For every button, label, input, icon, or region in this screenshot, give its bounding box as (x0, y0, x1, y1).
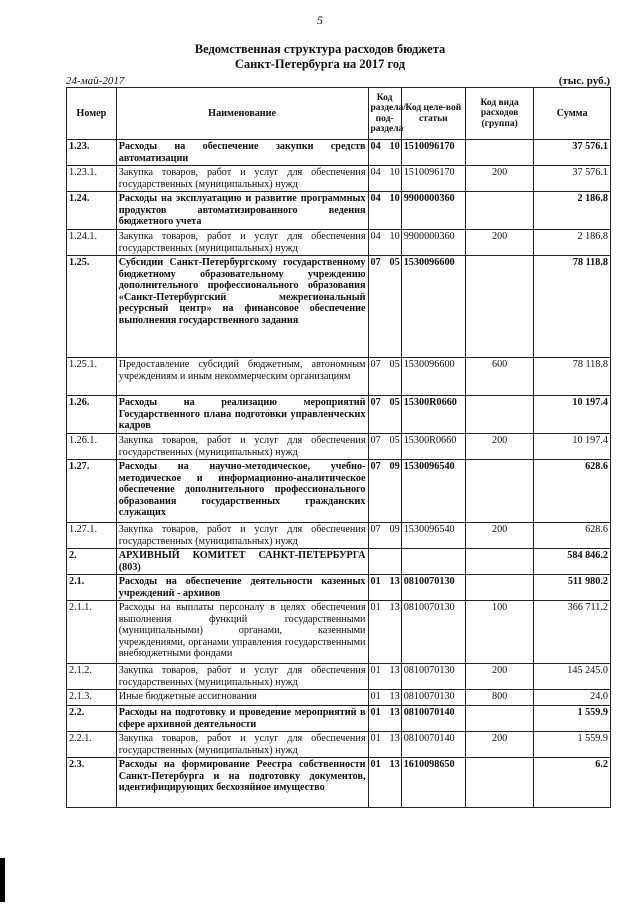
cell-sum: 628.6 (534, 523, 611, 549)
units-label: (тыс. руб.) (558, 75, 610, 87)
cell-name: АРХИВНЫЙ КОМИТЕТ САНКТ-ПЕТЕРБУРГА (803) (116, 549, 368, 575)
cell-name: Расходы на обеспечение закупки средств автоматизации (116, 140, 368, 166)
cell-podrazdel: 05 (385, 256, 402, 358)
cell-name: Субсидии Санкт-Петербургскому государственному бюджетному образовательному учреждению дополнительного профессионального образования «Санкт-Петербургский межрегиональный ресурсный центр» на финансовое обеспечение выполнения государственного задания (116, 256, 368, 358)
title-line-1: Ведомственная структура расходов бюджета (194, 42, 446, 56)
cell-podrazdel: 10 (385, 192, 402, 230)
cell-name: Расходы на реализацию мероприятий Государственного плана подготовки управленческих кадров (116, 396, 368, 434)
cell-podrazdel: 10 (385, 140, 402, 166)
cell-sum: 145 245.0 (534, 664, 611, 690)
table-row (67, 358, 611, 396)
cell-target-article: 0810070130 (401, 601, 465, 664)
cell-expense-type: 200 (465, 166, 533, 192)
cell-razdel: 01 (368, 601, 385, 664)
cell-expense-type (465, 460, 533, 523)
table-row (67, 460, 611, 523)
cell-razdel: 01 (368, 706, 385, 732)
cell-razdel: 01 (368, 732, 385, 758)
cell-sum: 37 576.1 (534, 166, 611, 192)
cell-number: 1.25. (67, 256, 117, 358)
cell-target-article: 1610098650 (401, 758, 465, 808)
cell-number: 1.23.1. (67, 166, 117, 192)
cell-name: Иные бюджетные ассигнования (116, 690, 368, 706)
cell-podrazdel: 09 (385, 523, 402, 549)
budget-table (66, 87, 611, 808)
cell-expense-type (465, 396, 533, 434)
cell-target-article: 1530096600 (401, 358, 465, 396)
cell-target-article: 1530096540 (401, 460, 465, 523)
page-number: 5 (317, 13, 323, 27)
cell-sum: 2 186.8 (534, 230, 611, 256)
header-target-article: Код целе-вой статьи (401, 88, 465, 140)
cell-sum: 1 559.9 (534, 706, 611, 732)
cell-target-article: 9900000360 (401, 192, 465, 230)
cell-expense-type: 800 (465, 690, 533, 706)
cell-number: 2.1.1. (67, 601, 117, 664)
cell-target-article: 1510096170 (401, 140, 465, 166)
cell-podrazdel: 10 (385, 166, 402, 192)
cell-sum: 366 711.2 (534, 601, 611, 664)
cell-name: Закупка товаров, работ и услуг для обеспечения государственных (муниципальных) нужд (116, 664, 368, 690)
cell-razdel: 07 (368, 523, 385, 549)
cell-name: Расходы на подготовку и проведение мероприятий в сфере архивной деятельности (116, 706, 368, 732)
scan-edge-mark (0, 858, 5, 902)
cell-podrazdel: 13 (385, 732, 402, 758)
header-sum: Сумма (534, 88, 611, 140)
table-row (67, 256, 611, 358)
table-row (67, 434, 611, 460)
cell-sum: 24.0 (534, 690, 611, 706)
cell-name: Расходы на обеспечение деятельности казенных учреждений - архивов (116, 575, 368, 601)
header-razdel: Код раздела/ под-раздела (368, 88, 401, 140)
cell-name: Предоставление субсидий бюджетным, автономным учреждениям и иным некоммерческим организациям (116, 358, 368, 396)
header-expense-type: Код вида расходов (группа) (465, 88, 533, 140)
cell-name: Расходы на научно-методическое, учебно-методическое и информационно-аналитическое обеспечение дополнительного профессионального образования государственных гражданских служащих (116, 460, 368, 523)
cell-razdel: 07 (368, 460, 385, 523)
cell-number: 1.26. (67, 396, 117, 434)
cell-expense-type: 600 (465, 358, 533, 396)
cell-number: 2.2.1. (67, 732, 117, 758)
cell-sum: 584 846.2 (534, 549, 611, 575)
cell-podrazdel: 13 (385, 706, 402, 732)
cell-name: Закупка товаров, работ и услуг для обеспечения государственных (муниципальных) нужд (116, 230, 368, 256)
cell-target-article: 15300R0660 (401, 434, 465, 460)
cell-expense-type: 200 (465, 732, 533, 758)
cell-number: 1.27.1. (67, 523, 117, 549)
cell-sum: 628.6 (534, 460, 611, 523)
table-row (67, 664, 611, 690)
table-row (67, 523, 611, 549)
document-title (0, 42, 640, 72)
cell-number: 1.24.1. (67, 230, 117, 256)
table-row (67, 549, 611, 575)
cell-target-article: 0810070140 (401, 706, 465, 732)
cell-razdel: 07 (368, 358, 385, 396)
cell-razdel: 04 (368, 230, 385, 256)
cell-podrazdel: 05 (385, 358, 402, 396)
table-row (67, 396, 611, 434)
cell-number: 2. (67, 549, 117, 575)
cell-target-article: 1530096540 (401, 523, 465, 549)
table-row (67, 690, 611, 706)
cell-razdel: 04 (368, 192, 385, 230)
header-name: Наименование (116, 88, 368, 140)
cell-target-article (401, 549, 465, 575)
cell-number: 1.27. (67, 460, 117, 523)
cell-target-article: 0810070130 (401, 664, 465, 690)
cell-name: Расходы на формирование Реестра собственности Санкт-Петербурга и на подготовку документов, идентифицирующих бесхозяйное имущество (116, 758, 368, 808)
cell-number: 2.1.3. (67, 690, 117, 706)
cell-target-article: 0810070140 (401, 732, 465, 758)
cell-razdel: 04 (368, 166, 385, 192)
cell-expense-type: 200 (465, 664, 533, 690)
cell-number: 1.23. (67, 140, 117, 166)
cell-razdel: 07 (368, 396, 385, 434)
cell-sum: 2 186.8 (534, 192, 611, 230)
cell-expense-type (465, 140, 533, 166)
cell-expense-type (465, 706, 533, 732)
cell-expense-type: 200 (465, 230, 533, 256)
cell-sum: 78 118.8 (534, 256, 611, 358)
cell-podrazdel: 13 (385, 601, 402, 664)
cell-number: 2.1.2. (67, 664, 117, 690)
cell-number: 2.2. (67, 706, 117, 732)
cell-expense-type (465, 256, 533, 358)
cell-podrazdel: 05 (385, 396, 402, 434)
document-date: 24-май-2017 (66, 75, 125, 87)
cell-sum: 10 197.4 (534, 396, 611, 434)
cell-razdel (368, 549, 385, 575)
cell-target-article: 0810070130 (401, 690, 465, 706)
cell-razdel: 01 (368, 758, 385, 808)
cell-sum: 511 980.2 (534, 575, 611, 601)
cell-sum: 78 118.8 (534, 358, 611, 396)
table-row (67, 140, 611, 166)
cell-podrazdel: 13 (385, 758, 402, 808)
table-row (67, 575, 611, 601)
cell-number: 1.26.1. (67, 434, 117, 460)
cell-target-article: 1530096600 (401, 256, 465, 358)
cell-podrazdel: 13 (385, 575, 402, 601)
table-row (67, 706, 611, 732)
cell-razdel: 01 (368, 690, 385, 706)
cell-expense-type (465, 192, 533, 230)
table-header-row (67, 88, 611, 140)
cell-name: Закупка товаров, работ и услуг для обеспечения государственных (муниципальных) нужд (116, 523, 368, 549)
cell-podrazdel: 10 (385, 230, 402, 256)
cell-podrazdel (385, 549, 402, 575)
table-body (67, 140, 611, 808)
cell-razdel: 07 (368, 434, 385, 460)
cell-expense-type: 200 (465, 434, 533, 460)
cell-name: Расходы на выплаты персоналу в целях обеспечения выполнения функций государственными (муниципальными) органами, казенными учреждениями, органами управления государственными внебюджетными фондами (116, 601, 368, 664)
cell-number: 1.25.1. (67, 358, 117, 396)
cell-expense-type (465, 549, 533, 575)
cell-expense-type: 100 (465, 601, 533, 664)
title-line-2: Санкт-Петербурга на 2017 год (234, 57, 406, 71)
cell-razdel: 01 (368, 575, 385, 601)
cell-podrazdel: 13 (385, 690, 402, 706)
cell-name: Расходы на эксплуатацию и развитие программных продуктов автоматизированного ведения бюджетного учета (116, 192, 368, 230)
cell-number: 2.1. (67, 575, 117, 601)
cell-name: Закупка товаров, работ и услуг для обеспечения государственных (муниципальных) нужд (116, 166, 368, 192)
table-row (67, 601, 611, 664)
cell-name: Закупка товаров, работ и услуг для обеспечения государственных (муниципальных) нужд (116, 732, 368, 758)
cell-expense-type (465, 575, 533, 601)
cell-number: 1.24. (67, 192, 117, 230)
cell-podrazdel: 13 (385, 664, 402, 690)
cell-razdel: 07 (368, 256, 385, 358)
cell-sum: 6.2 (534, 758, 611, 808)
cell-expense-type (465, 758, 533, 808)
table-row (67, 758, 611, 808)
cell-expense-type: 200 (465, 523, 533, 549)
table-row (67, 192, 611, 230)
cell-number: 2.3. (67, 758, 117, 808)
cell-sum: 10 197.4 (534, 434, 611, 460)
cell-target-article: 15300R0660 (401, 396, 465, 434)
cell-target-article: 1510096170 (401, 166, 465, 192)
header-number: Номер (67, 88, 117, 140)
table-row (67, 230, 611, 256)
table-row (67, 732, 611, 758)
cell-razdel: 04 (368, 140, 385, 166)
cell-name: Закупка товаров, работ и услуг для обеспечения государственных (муниципальных) нужд (116, 434, 368, 460)
cell-sum: 37 576.1 (534, 140, 611, 166)
cell-podrazdel: 09 (385, 460, 402, 523)
cell-target-article: 0810070130 (401, 575, 465, 601)
cell-podrazdel: 05 (385, 434, 402, 460)
cell-razdel: 01 (368, 664, 385, 690)
table-row (67, 166, 611, 192)
cell-sum: 1 559.9 (534, 732, 611, 758)
cell-target-article: 9900000360 (401, 230, 465, 256)
